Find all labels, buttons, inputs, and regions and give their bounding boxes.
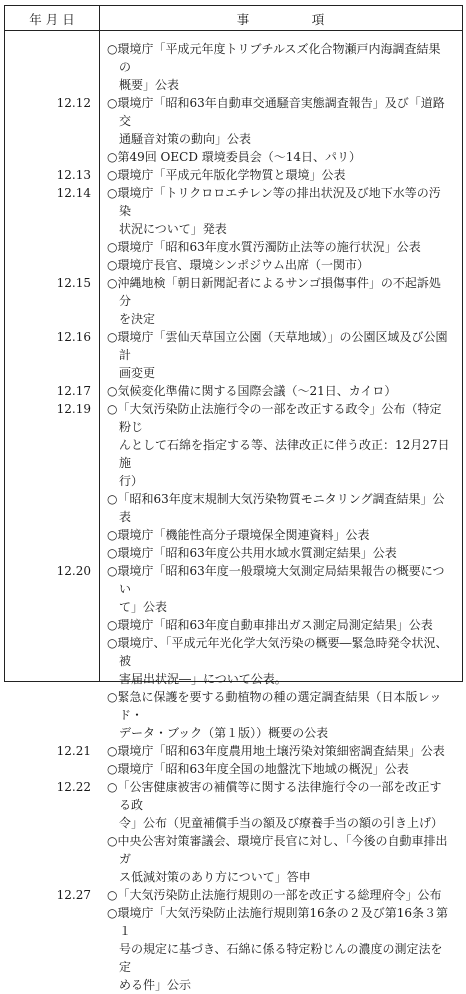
- table-row: [5, 562, 462, 616]
- row-text: ○環境庁「平成元年版化学物質と環境」公表: [107, 168, 346, 182]
- header-item: 事 項: [236, 12, 325, 27]
- table-row: [5, 256, 462, 274]
- table-row: [5, 832, 462, 886]
- row-date: 12.19: [56, 402, 91, 416]
- row-text: ○沖縄地検「朝日新聞記者によるサンゴ損傷事件」の不起訴処分 を決定: [107, 276, 441, 326]
- row-text: ○中央公害対策審議会、環境庁長官に対し、「今後の自動車排出ガ ス低減対策のあり方について」答申: [107, 834, 448, 884]
- row-date: 12.16: [56, 330, 91, 344]
- table-row: [5, 382, 462, 400]
- table-row: [5, 688, 462, 742]
- table-row: [5, 40, 462, 94]
- chronology-table: [4, 5, 463, 992]
- row-text: ○「公害健康被害の補償等に関する法律施行令の一部を改正する政 令」公布（児童補償手当の額及び療養手当の額の引き上げ）: [107, 780, 444, 830]
- row-date: 12.22: [56, 780, 91, 794]
- table-row: [5, 616, 462, 634]
- row-date: 12.20: [56, 564, 91, 578]
- row-text: ○環境庁、「平成元年光化学大気汚染の概要―緊急時発令状況、被 害届出状況―」について公表。: [107, 636, 448, 686]
- table-row: [5, 274, 462, 328]
- row-text: ○環境庁「平成元年度トリブチルスズ化合物瀬戸内海調査結果の 概要」公表: [107, 42, 441, 92]
- row-text: ○「昭和63年度末規制大気汚染物質モニタリング調査結果」公表: [107, 492, 445, 524]
- row-date: 12.14: [56, 186, 91, 200]
- row-text: ○環境庁「昭和63年自動車交通騒音実態調査報告」及び「道路交 通騒音対策の動向」公表: [107, 96, 445, 146]
- table-body: [5, 40, 462, 994]
- row-text: ○環境庁「トリクロロエチレン等の排出状況及び地下水等の汚染 状況について」発表: [107, 186, 441, 236]
- row-text: ○「大気汚染防止法施行令の一部を改正する政令」公布（特定粉じ んとして石綿を指定する等、法律改正に伴う改正：12月27日施 行）: [107, 402, 450, 488]
- row-date: 12.15: [56, 276, 91, 290]
- row-date: 12.21: [56, 744, 91, 758]
- table-row: [5, 778, 462, 832]
- row-text: ○「大気汚染防止法施行規則の一部を改正する総理府令」公布: [107, 888, 442, 902]
- table-row: [5, 742, 462, 760]
- table-row: [5, 94, 462, 148]
- row-date: 12.13: [56, 168, 91, 182]
- row-text: ○環境庁「機能性高分子環境保全関連資料」公表: [107, 528, 370, 542]
- table-row: [5, 166, 462, 184]
- row-text: ○環境庁「昭和63年度全国の地盤沈下地域の概況」公表: [107, 762, 409, 776]
- table-row: [5, 490, 462, 526]
- row-text: ○環境庁「雲仙天草国立公園（天草地域）」の公園区域及び公園計 画変更: [107, 330, 448, 380]
- table-row: [5, 526, 462, 544]
- row-text: ○環境庁長官、環境シンポジウム出席（一関市）: [107, 258, 370, 272]
- table-row: [5, 328, 462, 382]
- row-text: ○環境庁「大気汚染防止法施行規則第16条の２及び第16条３第１ 号の規定に基づき、石綿に係る特定粉じんの濃度の測定法を定 める件」公示: [107, 906, 449, 992]
- header-date: 年 月 日: [29, 12, 75, 27]
- table-row: [5, 904, 462, 994]
- header-divider: [5, 30, 462, 31]
- row-text: ○気候変化準備に関する国際会議（～21日、カイロ）: [107, 384, 397, 398]
- row-text: ○環境庁「昭和63年度一般環境大気測定局結果報告の概要につい て」公表: [107, 564, 445, 614]
- table-row: [5, 400, 462, 490]
- row-text: ○環境庁「昭和63年度農用地土壌汚染対策細密調査結果」公表: [107, 744, 445, 758]
- table-row: [5, 544, 462, 562]
- table-row: [5, 886, 462, 904]
- row-text: ○緊急に保護を要する動植物の種の選定調査結果（日本版レッド・ データ・ブック（第１版））概要の公表: [107, 690, 442, 740]
- table-row: [5, 760, 462, 778]
- row-date: 12.27: [56, 888, 91, 902]
- row-text: ○環境庁「昭和63年度公共用水域水質測定結果」公表: [107, 546, 397, 560]
- row-date: 12.12: [56, 96, 91, 110]
- row-text: ○環境庁「昭和63年度水質汚濁防止法等の施行状況」公表: [107, 240, 421, 254]
- table-row: [5, 184, 462, 238]
- table-row: [5, 238, 462, 256]
- table-row: [5, 634, 462, 688]
- table-row: [5, 148, 462, 166]
- row-date: 12.17: [56, 384, 91, 398]
- row-text: ○環境庁「昭和63年度自動車排出ガス測定局測定結果」公表: [107, 618, 433, 632]
- row-text: ○第49回 OECD 環境委員会（～14日、パリ）: [107, 150, 362, 164]
